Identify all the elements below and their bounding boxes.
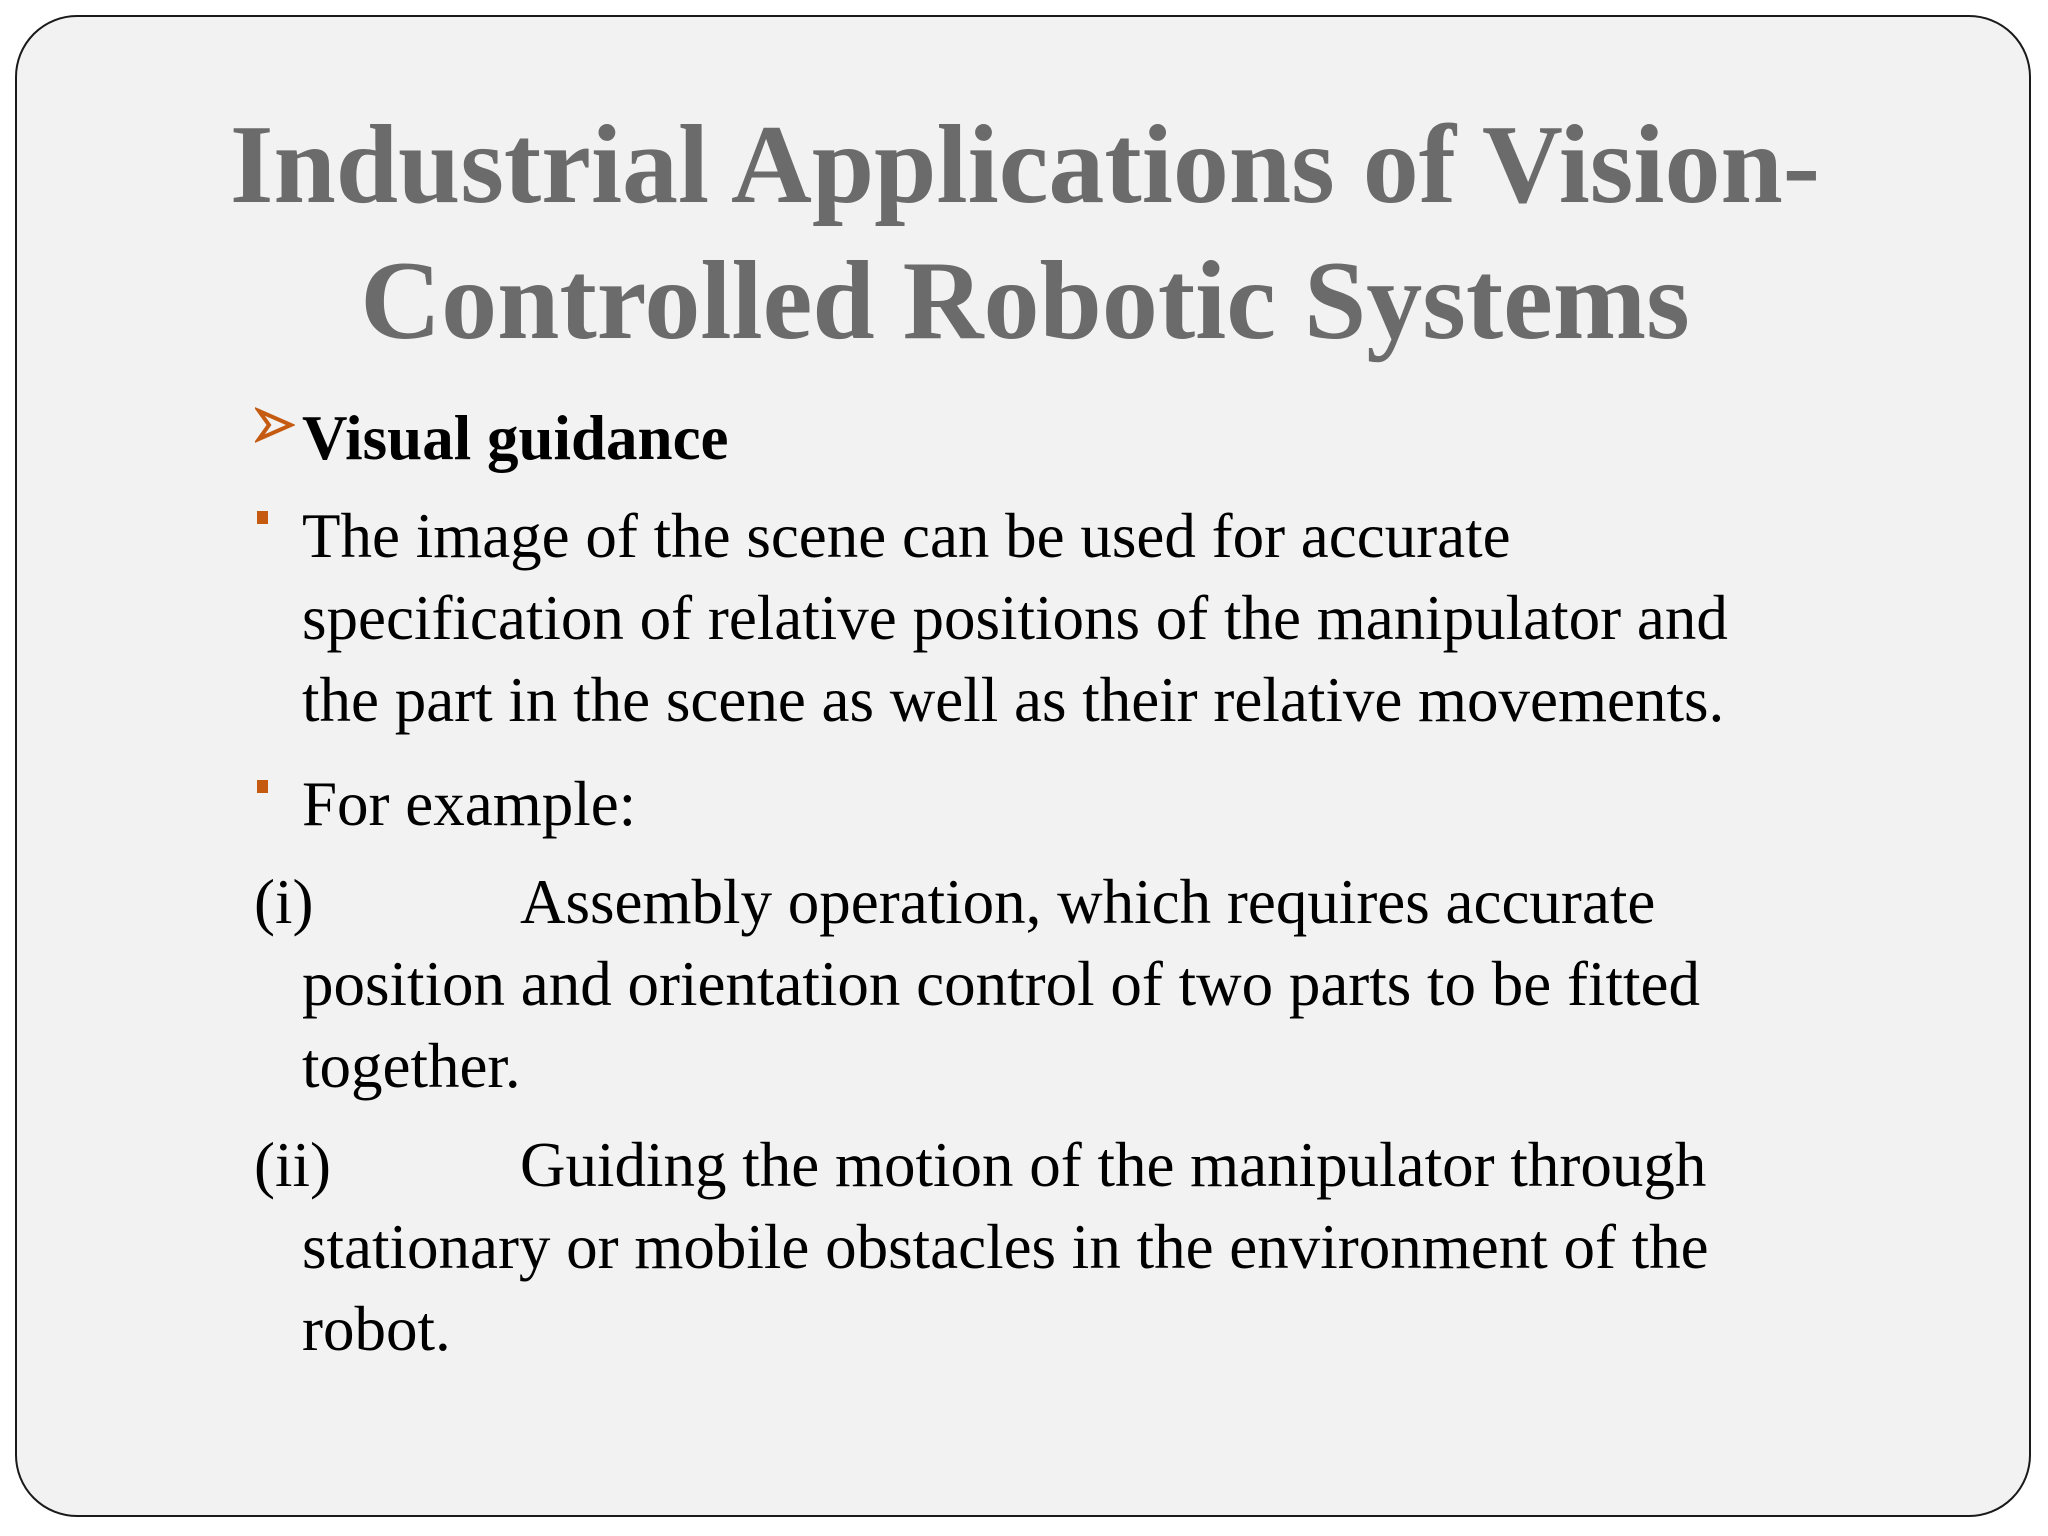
arrow-bullet-icon: [255, 405, 295, 445]
bullet-1-line-1: The image of the scene can be used for accurate: [302, 501, 1511, 571]
item-1-line-2: position and orientation control of two parts to be fitted: [302, 949, 1700, 1019]
bullet-2-text: For example:: [302, 769, 637, 839]
slide-title: [17, 97, 2033, 369]
bullet-1-line-2: specification of relative positions of the manipulator and: [302, 583, 1728, 653]
square-bullet-icon: [257, 511, 268, 524]
slide: [15, 15, 2031, 1517]
visual-guidance-heading: Visual guidance: [302, 403, 729, 473]
item-2-line-2: stationary or mobile obstacles in the environment of the: [302, 1212, 1709, 1282]
item-2-line-1: Guiding the motion of the manipulator through: [520, 1130, 1707, 1200]
item-2-line-3: robot.: [302, 1294, 451, 1364]
title-line-2: Controlled Robotic Systems: [360, 239, 1690, 363]
square-bullet-icon: [257, 780, 268, 793]
item-1-line-1: Assembly operation, which requires accurate: [520, 867, 1656, 937]
title-line-1: Industrial Applications of Vision-: [229, 103, 1821, 227]
item-1-number: (i): [254, 867, 314, 937]
item-2-number: (ii): [254, 1130, 331, 1200]
item-1-line-3: together.: [302, 1031, 521, 1101]
bullet-1-line-3: the part in the scene as well as their relative movements.: [302, 665, 1725, 735]
